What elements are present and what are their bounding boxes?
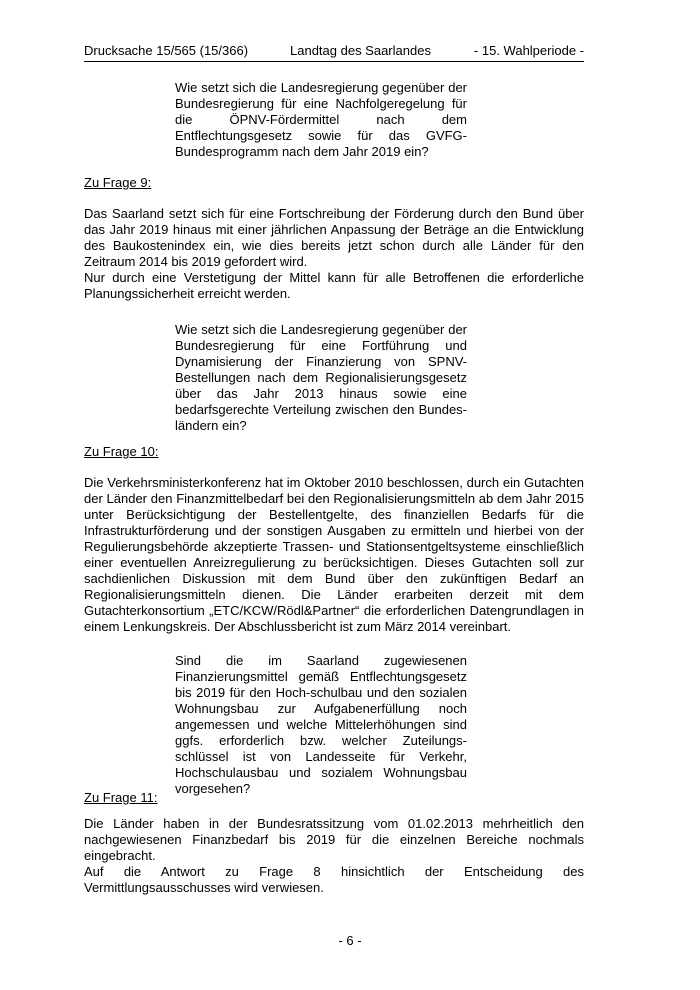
answer-11-paragraph-1: Die Länder haben in der Bundesratssitzung vom 01.02.2013 mehrheitlich den nachgewiesenen Finanzbedarf bis 2019 für die einzelnen Bereiche nochmals eingebracht. — [84, 816, 584, 863]
answer-10 — [84, 475, 584, 635]
question-11-text: Sind die im Saarland zugewiesenen Finanzierungsmittel gemäß Entflechtungsgesetz bis 2019 für den Hoch-schulbau und den sozialen Wohnungsbau zur Aufgabenerfüllung noch angemessen und welche Mittelerhöhungen sind ggfs. erforderlich bzw. welcher Zuteilungs-schlüssel ist von Landesseite für Verkehr, Hochschulausbau und sozialem Wohnungsbau vorgesehen? — [175, 653, 467, 796]
page-number: - 6 - — [338, 933, 362, 948]
header-election-period: - 15. Wahlperiode - — [473, 43, 584, 58]
answer-9 — [84, 206, 584, 302]
answer-11 — [84, 816, 584, 896]
header-document-number: Drucksache 15/565 (15/366) — [84, 43, 249, 58]
heading-frage-11: Zu Frage 11: — [84, 790, 158, 805]
heading-frage-9: Zu Frage 9: — [84, 175, 152, 190]
question-11 — [175, 653, 467, 797]
question-10 — [175, 322, 467, 434]
page-header — [84, 42, 584, 62]
answer-10-paragraph-1: Die Verkehrsministerkonferenz hat im Oktober 2010 beschlossen, durch ein Gutachten der Länder den Finanzmittelbedarf bei den Regionalisierungsmitteln ab dem Jahr 2015 unter Berücksichtigung der Bestellentgelte, des finanziellen Bedarfs für die Infrastrukturförderung und der sonstigen Ausgaben zu ermitteln und hierbei von der Regulierungsbehörde akzeptierte Trassen- und Stationsentgeltsysteme einschließlich einer eventuellen Anreizregulierung zu berücksichtigen. Dieses Gutachten soll zur sachdienlichen Diskussion mit dem Bund über den zukünftigen Bedarf an Regionalisierungsmitteln dienen. Die Länder erarbeiten derzeit mit dem Gutachterkonsortium „ETC/KCW/Rödl&Partner“ die erforderlichen Datengrundlagen in einem Lenkungskreis. Der Abschlussbericht ist zum März 2014 vereinbart. — [84, 475, 584, 634]
header-parliament: Landtag des Saarlandes — [290, 43, 431, 58]
answer-11-paragraph-2: Auf die Antwort zu Frage 8 hinsichtlich der Entscheidung des Vermittlungsausschusses wird verwiesen. — [84, 864, 584, 895]
question-9-text: Wie setzt sich die Landesregierung gegenüber der Bundesregierung für eine Nachfolgeregelung für die ÖPNV-Fördermittel nach dem Entflechtungsgesetz sowie für das GVFG-Bundesprogramm nach dem Jahr 2019 ein? — [175, 80, 467, 159]
heading-frage-10: Zu Frage 10: — [84, 444, 159, 459]
answer-9-paragraph-1: Das Saarland setzt sich für eine Fortschreibung der Förderung durch den Bund über das Jahr 2019 hinaus mit einer jährlichen Anpassung der Beträge an die Entwicklung des Baukostenindex ein, wie dies bereits jetzt schon durch alle Länder für den Zeitraum 2014 bis 2019 gefordert wird. — [84, 206, 584, 269]
answer-9-paragraph-2: Nur durch eine Verstetigung der Mittel kann für alle Betroffenen die erforderliche Planungssicherheit erreicht werden. — [84, 270, 584, 301]
question-9 — [175, 80, 467, 160]
question-10-text: Wie setzt sich die Landesregierung gegenüber der Bundesregierung für eine Fortführung und Dynamisierung der Finanzierung von SPNV-Bestellungen nach dem Regionalisierungsgesetz über das Jahr 2013 hinaus sowie eine bedarfsgerechte Verteilung zwischen den Bundes-ländern ein? — [175, 322, 467, 433]
